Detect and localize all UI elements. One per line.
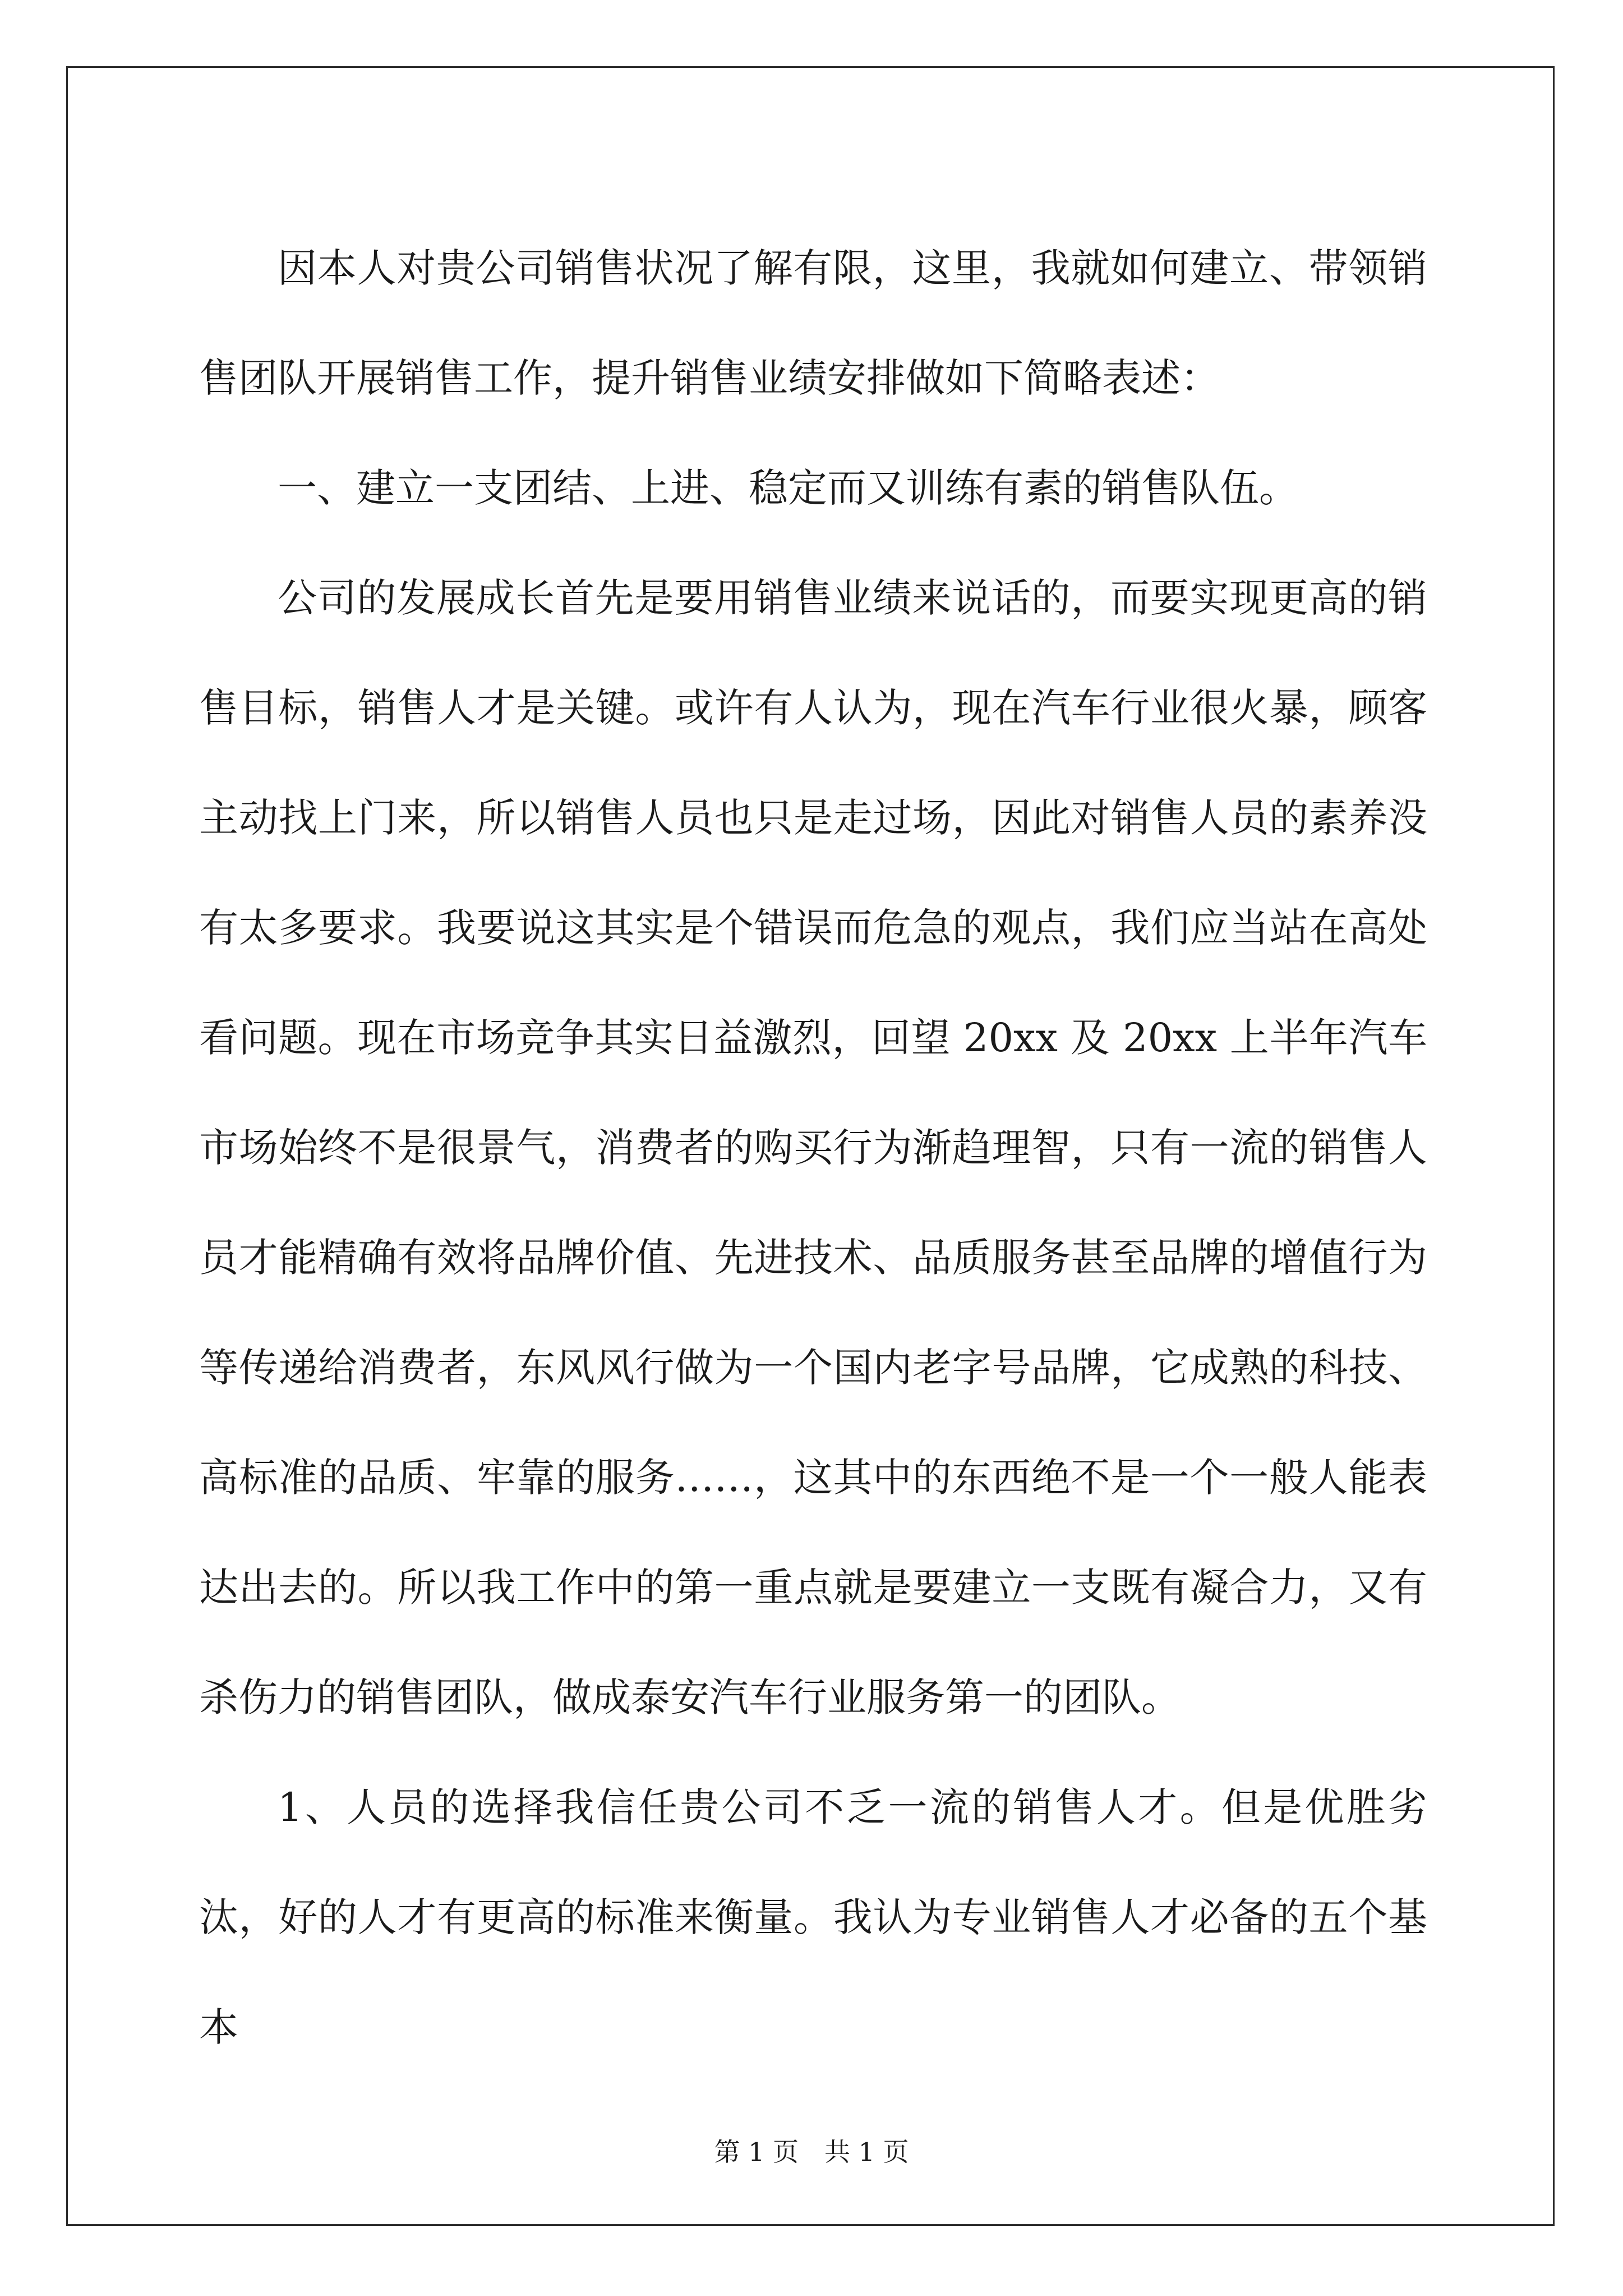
document-body	[199, 213, 1427, 2082]
paragraph-staff-selection: 1、人员的选择我信任贵公司不乏一流的销售人才。但是优胜劣汰，好的人才有更高的标准来衡量。我认为专业销售人才必备的五个基本	[199, 1784, 1427, 2050]
paragraph-company-growth: 公司的发展成长首先是要用销售业绩来说话的，而要实现更高的销售目标，销售人才是关键。或许有人认为，现在汽车行业很火暴，顾客主动找上门来，所以销售人员也只是走过场，因此对销售人员的素养没有太多要求。我要说这其实是个错误而危急的观点，我们应当站在高处看问题。现在市场竞争其实日益激烈，回望 20xx 及 20xx 上半年汽车市场始终不是很景气，消费者的购买行为渐趋理智，只有一流的销售人员才能精确有效将品牌价值、先进技术、品质服务甚至品牌的增值行为等传递给消费者，东风风行做为一个国内老字号品牌，它成熟的科技、高标准的品质、牢靠的服务……，这其中的东西绝不是一个一般人能表达出去的。所以我工作中的第一重点就是要建立一支既有凝合力，又有杀伤力的销售团队，做成泰安汽车行业服务第一的团队。	[199, 575, 1427, 1720]
paragraph-intro: 因本人对贵公司销售状况了解有限，这里，我就如何建立、带领销售团队开展销售工作，提升销售业绩安排做如下简略表述：	[199, 245, 1427, 401]
paragraph-heading-one: 一、建立一支团结、上进、稳定而又训练有素的销售队伍。	[278, 465, 1298, 511]
page-footer: 第 1 页 共 1 页	[714, 2137, 909, 2167]
